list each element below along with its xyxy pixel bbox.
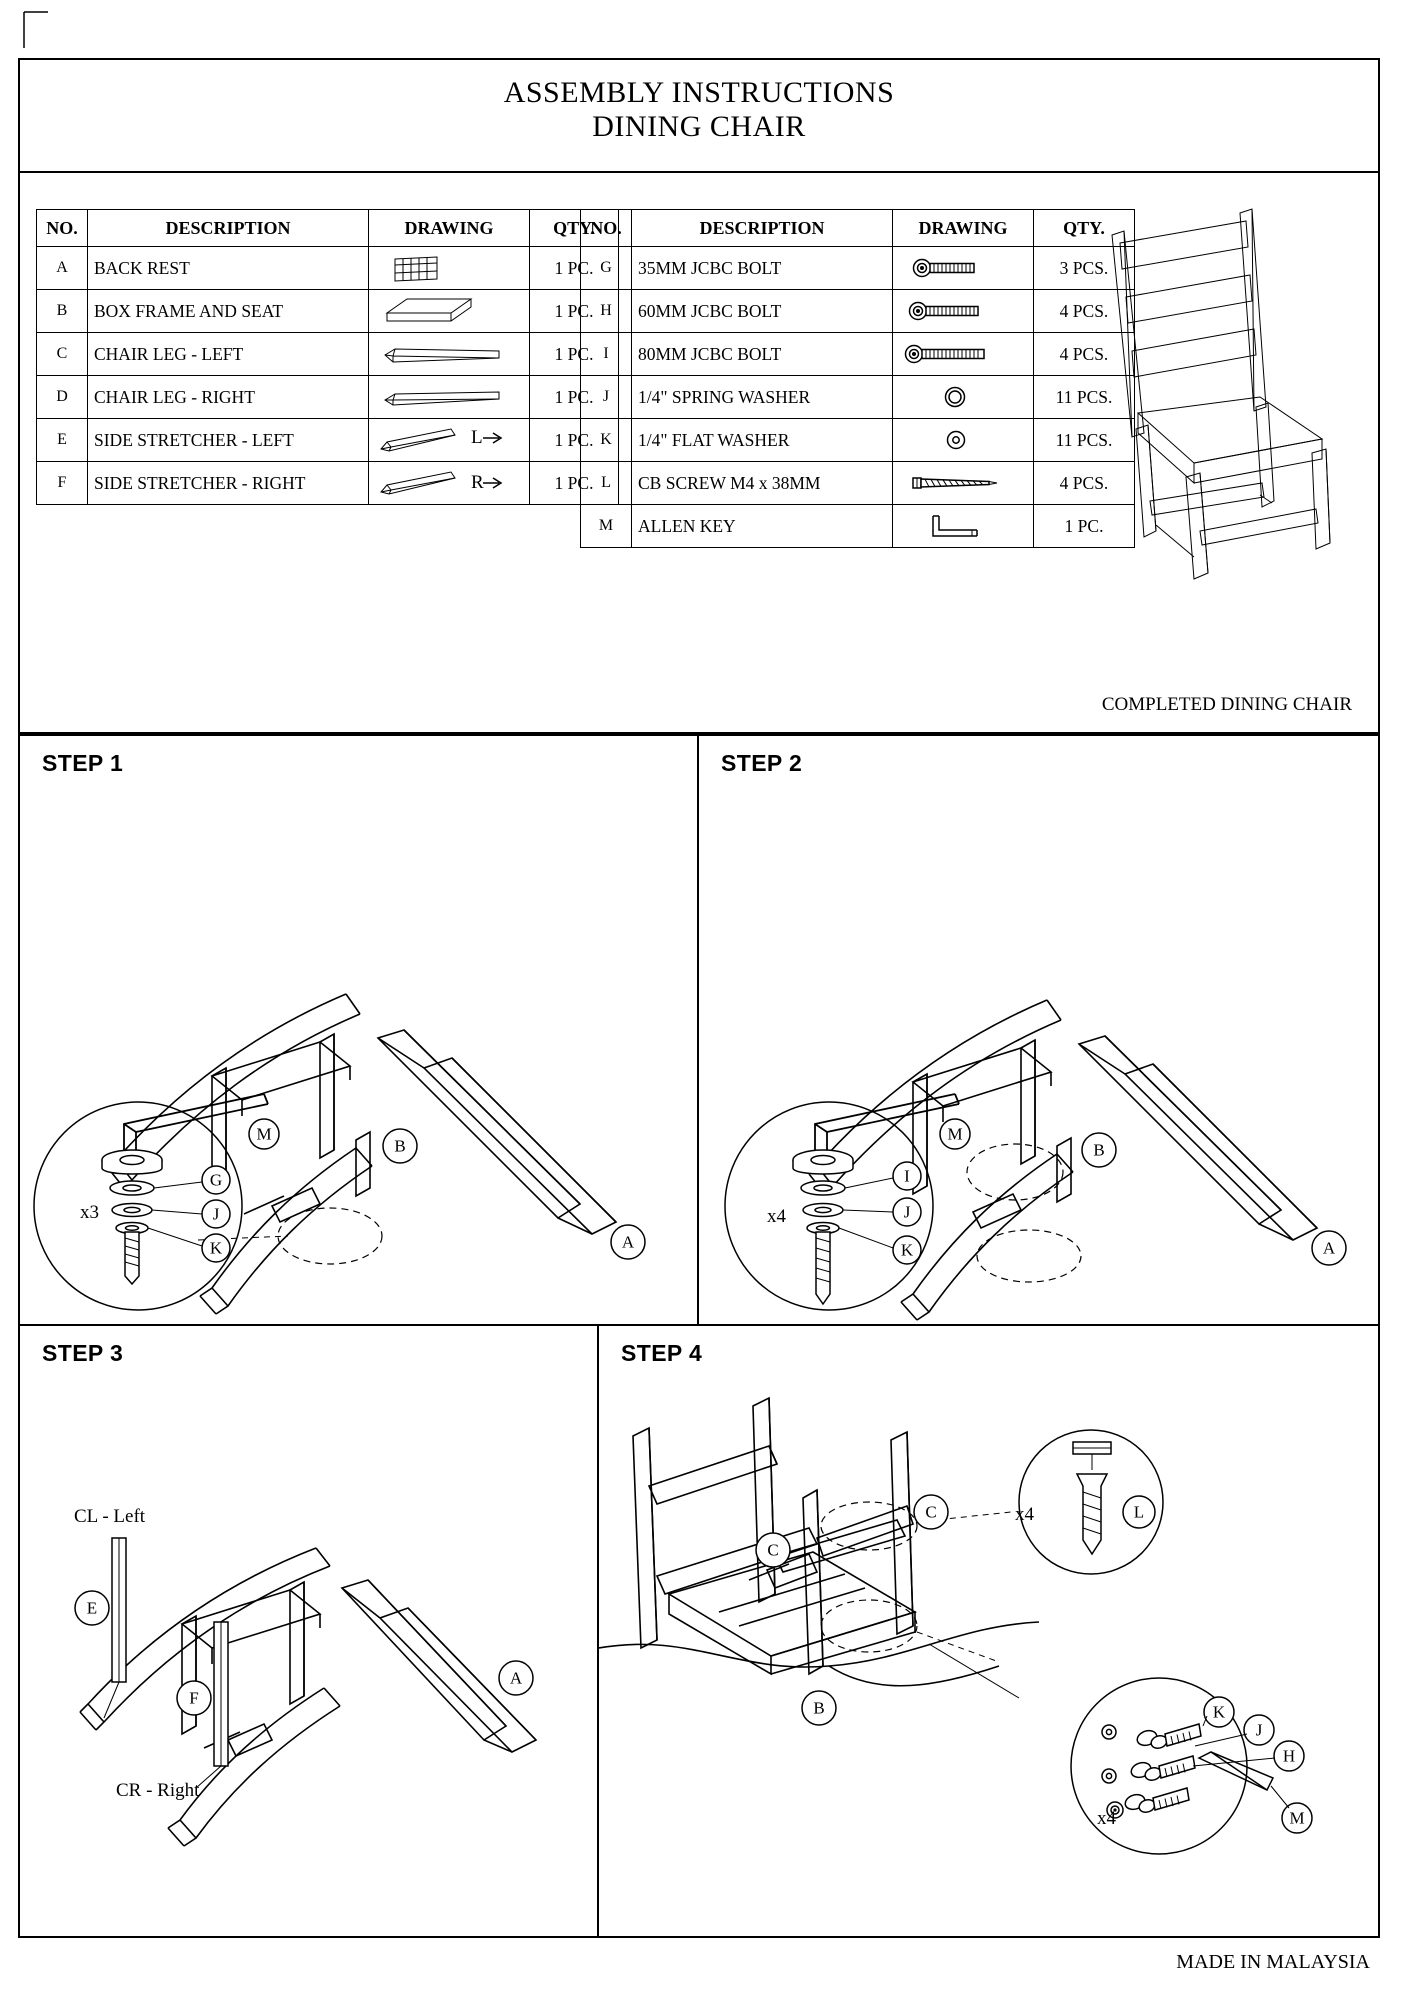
step-1-diagram [20, 736, 699, 1326]
stretcher-left-mark: L [471, 427, 483, 448]
step-1-panel [18, 734, 699, 1326]
table-row [37, 290, 619, 333]
step-4-diagram [599, 1326, 1380, 1938]
part-qty: 1 PC. [1034, 505, 1135, 548]
step-1-title: STEP 1 [42, 750, 124, 776]
table-row [37, 333, 619, 376]
label-F: F [189, 1688, 199, 1708]
callout-part-K: K [209, 1238, 223, 1258]
flat-washer-icon [893, 419, 1034, 462]
part-no: M [581, 505, 632, 548]
step-2-diagram [699, 736, 1380, 1326]
part-no: K [581, 419, 632, 462]
callout-tool-M: M [256, 1124, 272, 1144]
part-qty: 4 PCS. [1034, 333, 1135, 376]
part-description: 60MM JCBC BOLT [632, 290, 893, 333]
parts-list-region [18, 171, 1380, 734]
part-qty: 11 PCS. [1034, 376, 1135, 419]
parts-table-right [580, 209, 1135, 548]
col-qty: QTY. [1034, 210, 1135, 247]
label-B: B [394, 1136, 406, 1156]
table-row [581, 462, 1135, 505]
callout-part-H: H [1282, 1746, 1296, 1766]
title-line-1: ASSEMBLY INSTRUCTIONS [503, 76, 895, 109]
col-no: NO. [581, 210, 632, 247]
table-row [581, 247, 1135, 290]
callout-part-L: L [1133, 1502, 1145, 1522]
table-row [37, 462, 619, 505]
part-qty: 1 PC. [530, 419, 619, 462]
part-qty: 1 PC. [530, 290, 619, 333]
part-no: B [37, 290, 88, 333]
stretcher-right-mark: R [471, 472, 484, 493]
bolt-icon [893, 333, 1034, 376]
screw-icon [893, 462, 1034, 505]
step-4-panel [597, 1324, 1380, 1938]
part-description: SIDE STRETCHER - LEFT [88, 419, 369, 462]
title-line-2: DINING CHAIR [592, 109, 806, 143]
part-no: J [581, 376, 632, 419]
step-2-title: STEP 2 [721, 750, 803, 776]
step-1-count: x3 [80, 1202, 99, 1223]
part-qty: 4 PCS. [1034, 290, 1135, 333]
callout-tool-M: M [1289, 1808, 1305, 1828]
label-A: A [509, 1668, 523, 1688]
bolt-icon [893, 290, 1034, 333]
allen-key-icon [893, 505, 1034, 548]
part-no: G [581, 247, 632, 290]
side-stretcher-right-icon [369, 462, 530, 505]
part-description: 1/4" FLAT WASHER [632, 419, 893, 462]
part-no: D [37, 376, 88, 419]
part-no: E [37, 419, 88, 462]
part-qty: 1 PC. [530, 333, 619, 376]
label-E: E [86, 1598, 98, 1618]
label-A: A [1322, 1238, 1336, 1258]
instruction-sheet [18, 58, 1394, 1973]
table-header-row [37, 210, 619, 247]
back-rest-icon [369, 247, 530, 290]
callout-part-J: J [1255, 1720, 1263, 1740]
part-qty: 11 PCS. [1034, 419, 1135, 462]
part-description: SIDE STRETCHER - RIGHT [88, 462, 369, 505]
part-no: L [581, 462, 632, 505]
step-3-diagram [20, 1326, 599, 1938]
part-qty: 1 PC. [530, 462, 619, 505]
completed-chair-label: COMPLETED DINING CHAIR [1101, 694, 1352, 715]
part-qty: 1 PC. [530, 376, 619, 419]
step-3-panel [18, 1324, 599, 1938]
completed-chair-illustration [1090, 201, 1340, 601]
part-no: A [37, 247, 88, 290]
chair-leg-left-icon [369, 333, 530, 376]
page-title [20, 60, 1378, 143]
col-drawing: DRAWING [893, 210, 1034, 247]
parts-table-left [36, 209, 619, 505]
table-row [37, 419, 619, 462]
part-description: BACK REST [88, 247, 369, 290]
page-corner-mark [22, 10, 52, 50]
step-4-screw-count: x4 [1015, 1504, 1034, 1525]
label-B: B [1093, 1140, 1105, 1160]
part-description: 35MM JCBC BOLT [632, 247, 893, 290]
callout-part-J: J [212, 1204, 220, 1224]
part-qty: 4 PCS. [1034, 462, 1135, 505]
step-3-right-label: CR - Right [116, 1780, 200, 1801]
table-header-row [581, 210, 1135, 247]
part-description: CHAIR LEG - LEFT [88, 333, 369, 376]
callout-part-J: J [903, 1202, 911, 1222]
part-qty: 1 PC. [530, 247, 619, 290]
label-A: A [621, 1232, 635, 1252]
box-frame-seat-icon [369, 290, 530, 333]
step-4-bolt-count: x4 [1097, 1808, 1116, 1829]
callout-part-K: K [900, 1240, 914, 1260]
part-no: I [581, 333, 632, 376]
part-no: C [37, 333, 88, 376]
label-C-left: C [767, 1540, 779, 1560]
step-2-panel [697, 734, 1380, 1326]
part-description: BOX FRAME AND SEAT [88, 290, 369, 333]
col-description: DESCRIPTION [632, 210, 893, 247]
table-row [581, 290, 1135, 333]
bolt-icon [893, 247, 1034, 290]
col-qty: QTY. [530, 210, 619, 247]
step-4-title: STEP 4 [621, 1340, 703, 1366]
table-row [37, 247, 619, 290]
table-row [581, 505, 1135, 548]
label-C-right: C [925, 1502, 937, 1522]
table-row [581, 376, 1135, 419]
part-description: CHAIR LEG - RIGHT [88, 376, 369, 419]
part-no: F [37, 462, 88, 505]
side-stretcher-left-icon [369, 419, 530, 462]
col-no: NO. [37, 210, 88, 247]
step-3-title: STEP 3 [42, 1340, 124, 1366]
made-in-label: MADE IN MALAYSIA [1176, 1951, 1370, 1973]
part-qty: 3 PCS. [1034, 247, 1135, 290]
part-description: ALLEN KEY [632, 505, 893, 548]
table-row [37, 376, 619, 419]
part-description: 1/4" SPRING WASHER [632, 376, 893, 419]
table-row [581, 419, 1135, 462]
callout-part-I: I [904, 1166, 910, 1186]
label-B: B [813, 1698, 825, 1718]
chair-leg-right-icon [369, 376, 530, 419]
spring-washer-icon [893, 376, 1034, 419]
part-no: H [581, 290, 632, 333]
step-2-count: x4 [767, 1206, 786, 1227]
table-row [581, 333, 1135, 376]
col-description: DESCRIPTION [88, 210, 369, 247]
header-box [18, 58, 1380, 173]
col-drawing: DRAWING [369, 210, 530, 247]
callout-tool-M: M [947, 1124, 963, 1144]
part-description: CB SCREW M4 x 38MM [632, 462, 893, 505]
callout-part-G: G [209, 1170, 223, 1190]
callout-part-K: K [1212, 1702, 1226, 1722]
part-description: 80MM JCBC BOLT [632, 333, 893, 376]
step-3-left-label: CL - Left [74, 1506, 146, 1527]
